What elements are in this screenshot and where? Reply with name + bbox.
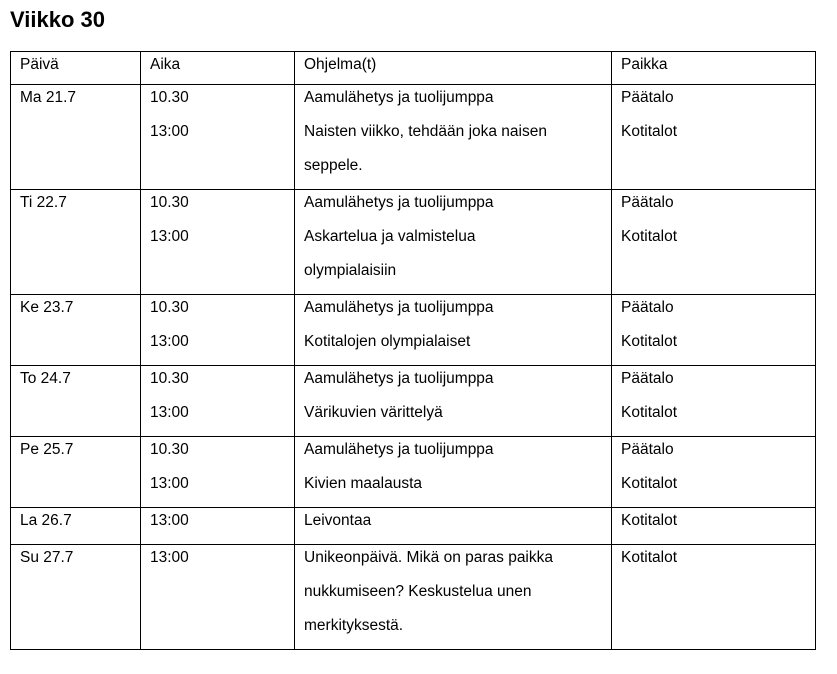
place-cell-line: Päätalo [621, 194, 674, 211]
schedule-body [11, 85, 816, 650]
place-cell [612, 545, 816, 650]
time-cell-line: 10.30 [150, 299, 189, 316]
header-time: Aika [141, 52, 295, 85]
place-cell-line [621, 260, 807, 294]
day-cell [11, 366, 141, 437]
time-cell-line: 13:00 [150, 228, 189, 245]
place-cell [612, 508, 816, 545]
place-cell-line: Kotitalot [621, 123, 678, 140]
time-cell [141, 366, 295, 437]
place-cell-line [621, 581, 807, 615]
table-row [11, 190, 816, 295]
day-cell [11, 190, 141, 295]
time-cell-line: 13:00 [150, 404, 189, 421]
header-program: Ohjelma(t) [295, 52, 612, 85]
table-header-row [11, 52, 816, 85]
day-cell [11, 545, 141, 650]
day-label: La 26.7 [20, 512, 72, 529]
place-cell [612, 190, 816, 295]
program-cell [295, 508, 612, 545]
program-cell-line: Aamulähetys ja tuolijumppa [304, 370, 494, 387]
page-title: Viikko 30 [10, 7, 105, 32]
day-cell [11, 85, 141, 190]
day-cell [11, 508, 141, 545]
day-label: To 24.7 [20, 370, 71, 387]
table-row [11, 545, 816, 650]
day-label: Ti 22.7 [20, 194, 67, 211]
place-cell-line [621, 155, 807, 189]
time-cell-line: 13:00 [150, 333, 189, 350]
place-cell [612, 366, 816, 437]
program-cell [295, 545, 612, 650]
time-cell [141, 295, 295, 366]
program-cell [295, 85, 612, 190]
day-cell [11, 437, 141, 508]
program-cell-line: merkityksestä. [304, 617, 404, 634]
day-label: Ke 23.7 [20, 299, 74, 316]
program-cell-line: Aamulähetys ja tuolijumppa [304, 89, 494, 106]
day-label: Su 27.7 [20, 549, 74, 566]
time-cell [141, 545, 295, 650]
table-row [11, 508, 816, 545]
schedule-table [10, 51, 816, 650]
place-cell-line [621, 615, 807, 649]
program-cell [295, 437, 612, 508]
place-cell-line: Päätalo [621, 299, 674, 316]
place-cell-line: Kotitalot [621, 512, 678, 529]
place-cell-line: Kotitalot [621, 228, 678, 245]
place-cell [612, 437, 816, 508]
time-cell-line [150, 615, 286, 649]
program-cell [295, 295, 612, 366]
place-cell-line: Kotitalot [621, 333, 678, 350]
place-cell-line: Kotitalot [621, 549, 678, 566]
program-cell-line: nukkumiseen? Keskustelua unen [304, 583, 532, 600]
time-cell-line: 10.30 [150, 194, 189, 211]
time-cell-line: 13:00 [150, 549, 189, 566]
place-cell-line: Päätalo [621, 89, 674, 106]
time-cell [141, 190, 295, 295]
header-day: Päivä [11, 52, 141, 85]
time-cell-line [150, 581, 286, 615]
time-cell-line [150, 260, 286, 294]
program-cell-line: Naisten viikko, tehdään joka naisen [304, 123, 547, 140]
table-row [11, 295, 816, 366]
program-cell-line: Aamulähetys ja tuolijumppa [304, 299, 494, 316]
header-place: Paikka [612, 52, 816, 85]
place-cell [612, 85, 816, 190]
table-row [11, 85, 816, 190]
program-cell-line: olympialaisiin [304, 262, 397, 279]
program-cell-line: Värikuvien värittelyä [304, 404, 443, 421]
day-label: Ma 21.7 [20, 89, 77, 106]
day-label: Pe 25.7 [20, 441, 74, 458]
time-cell-line [150, 155, 286, 189]
time-cell-line: 10.30 [150, 370, 189, 387]
program-cell [295, 190, 612, 295]
time-cell-line: 10.30 [150, 89, 189, 106]
program-cell-line: Askartelua ja valmistelua [304, 228, 476, 245]
table-row [11, 437, 816, 508]
program-cell [295, 366, 612, 437]
time-cell-line: 13:00 [150, 512, 189, 529]
day-cell [11, 295, 141, 366]
program-cell-line: Leivontaa [304, 512, 372, 529]
time-cell-line: 13:00 [150, 123, 189, 140]
time-cell-line: 13:00 [150, 475, 189, 492]
place-cell-line: Kotitalot [621, 475, 678, 492]
time-cell-line: 10.30 [150, 441, 189, 458]
time-cell [141, 85, 295, 190]
program-cell-line: seppele. [304, 157, 363, 174]
program-cell-line: Kivien maalausta [304, 475, 423, 492]
program-cell-line: Aamulähetys ja tuolijumppa [304, 194, 494, 211]
time-cell [141, 508, 295, 545]
time-cell [141, 437, 295, 508]
program-cell-line: Aamulähetys ja tuolijumppa [304, 441, 494, 458]
place-cell-line: Kotitalot [621, 404, 678, 421]
place-cell [612, 295, 816, 366]
program-cell-line: Unikeonpäivä. Mikä on paras paikka [304, 549, 553, 566]
table-row [11, 366, 816, 437]
place-cell-line: Päätalo [621, 370, 674, 387]
place-cell-line: Päätalo [621, 441, 674, 458]
program-cell-line: Kotitalojen olympialaiset [304, 333, 471, 350]
